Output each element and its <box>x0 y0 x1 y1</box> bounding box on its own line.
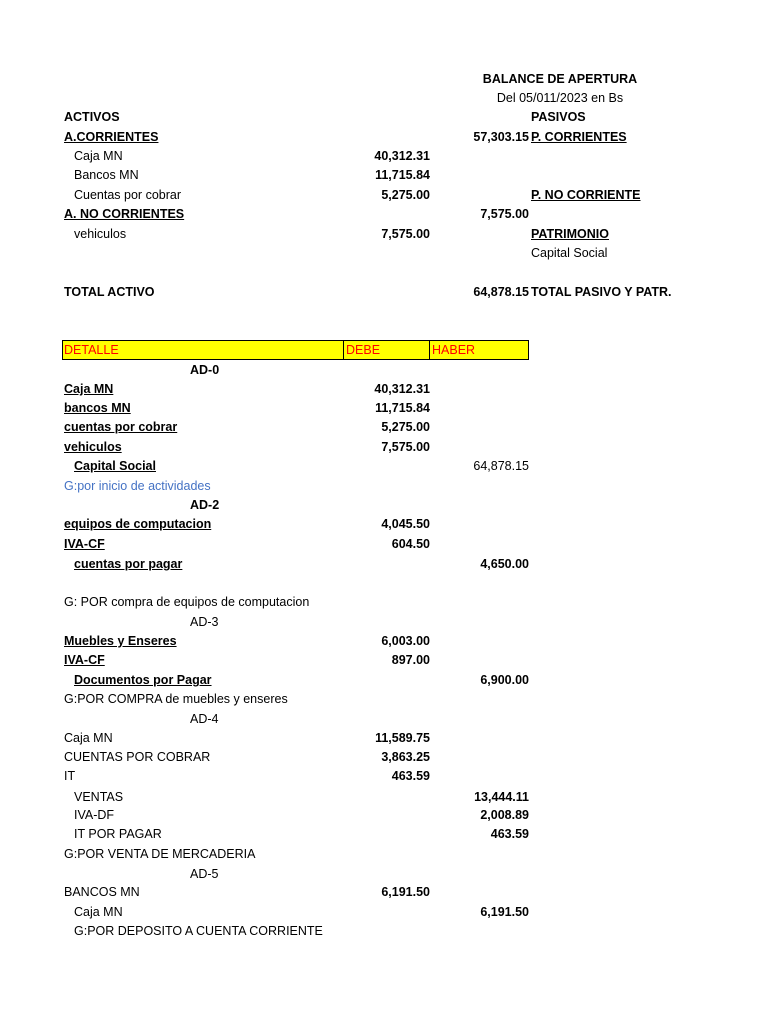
entry-account: CUENTAS POR COBRAR <box>64 750 211 764</box>
activos-no-corrientes-total: 7,575.00 <box>480 207 529 221</box>
entry-code-ad0: AD-0 <box>190 363 220 377</box>
activos-no-corrientes-label: A. NO CORRIENTES <box>64 207 185 221</box>
total-value: 64,878.15 <box>473 285 529 299</box>
entry-debe: 3,863.25 <box>381 750 430 764</box>
entry-account: IVA-CF <box>64 653 105 667</box>
entry-haber: 64,878.15 <box>473 459 529 473</box>
entry-account: cuentas por pagar <box>74 557 183 571</box>
capital-social-label: Capital Social <box>531 246 608 260</box>
entry-haber: 6,191.50 <box>480 905 529 919</box>
entry-code-ad4: AD-4 <box>190 712 219 726</box>
entry-account: equipos de computacion <box>64 517 212 531</box>
balance-title: BALANCE DE APERTURA <box>482 72 638 86</box>
entry-account: Documentos por Pagar <box>74 673 212 687</box>
entry-debe: 40,312.31 <box>374 382 430 396</box>
entry-debe: 4,045.50 <box>381 517 430 531</box>
patrimonio-label: PATRIMONIO <box>531 227 610 241</box>
bancos-value: 11,715.84 <box>375 168 430 182</box>
entry-account: cuentas por cobrar <box>64 420 178 434</box>
journal-header <box>62 340 529 360</box>
entry-account: VENTAS <box>74 790 124 804</box>
entry-account: Muebles y Enseres <box>64 634 177 648</box>
activos-corrientes-total: 57,303.15 <box>473 130 529 144</box>
entry-gloss: G:POR VENTA DE MERCADERIA <box>64 847 256 861</box>
cuentas-por-cobrar-value: 5,275.00 <box>381 188 430 202</box>
entry-debe: 897.00 <box>391 653 430 667</box>
entry-haber: 13,444.11 <box>474 790 529 804</box>
entry-account: Caja MN <box>74 905 123 919</box>
bancos-label: Bancos MN <box>74 168 139 182</box>
entry-account: IVA-DF <box>74 808 115 822</box>
entry-debe: 11,715.84 <box>375 401 430 415</box>
entry-account: BANCOS MN <box>64 885 140 899</box>
balance-subtitle: Del 05/011/2023 en Bs <box>496 91 624 105</box>
entry-account: Caja MN <box>64 382 114 396</box>
entry-gloss: G:POR COMPRA de muebles y enseres <box>64 692 288 706</box>
entry-debe: 6,003.00 <box>381 634 430 648</box>
entry-code-ad2: AD-2 <box>190 498 220 512</box>
entry-account: IVA-CF <box>64 537 105 551</box>
entry-account: IT POR PAGAR <box>74 827 162 841</box>
activos-corrientes-label: A.CORRIENTES <box>64 130 159 144</box>
caja-label: Caja MN <box>74 149 123 163</box>
header-debe: DEBE <box>346 343 381 357</box>
header-detalle: DETALLE <box>64 343 119 357</box>
entry-account: bancos MN <box>64 401 131 415</box>
total-pasivo-label: TOTAL PASIVO Y PATR. <box>531 285 672 299</box>
entry-account: Capital Social <box>74 459 156 473</box>
entry-debe: 11,589.75 <box>375 731 430 745</box>
header-haber: HABER <box>432 343 476 357</box>
vehiculos-label: vehiculos <box>74 227 127 241</box>
caja-value: 40,312.31 <box>374 149 430 163</box>
header-divider <box>429 341 430 359</box>
entry-account: Caja MN <box>64 731 113 745</box>
entry-gloss: G:por inicio de actividades <box>64 479 211 493</box>
pasivos-heading: PASIVOS <box>531 110 586 124</box>
entry-haber: 463.59 <box>490 827 529 841</box>
entry-account: IT <box>64 769 76 783</box>
entry-gloss: G:POR DEPOSITO A CUENTA CORRIENTE <box>74 924 323 938</box>
entry-gloss: G: POR compra de equipos de computacion <box>64 595 310 609</box>
entry-account: vehiculos <box>64 440 122 454</box>
entry-haber: 6,900.00 <box>480 673 529 687</box>
header-divider <box>343 341 344 359</box>
entry-debe: 463.59 <box>391 769 430 783</box>
total-activo-label: TOTAL ACTIVO <box>64 285 155 299</box>
entry-haber: 2,008.89 <box>480 808 529 822</box>
vehiculos-value: 7,575.00 <box>381 227 430 241</box>
entry-debe: 6,191.50 <box>381 885 430 899</box>
entry-debe: 5,275.00 <box>381 420 430 434</box>
entry-debe: 604.50 <box>391 537 430 551</box>
entry-debe: 7,575.00 <box>381 440 430 454</box>
entry-code-ad3: AD-3 <box>190 615 219 629</box>
activos-heading: ACTIVOS <box>64 110 120 124</box>
cuentas-por-cobrar-label: Cuentas por cobrar <box>74 188 182 202</box>
pasivo-no-corriente-label: P. NO CORRIENTE <box>531 188 641 202</box>
pasivos-corrientes-label: P. CORRIENTES <box>531 130 627 144</box>
entry-haber: 4,650.00 <box>480 557 529 571</box>
entry-code-ad5: AD-5 <box>190 867 219 881</box>
